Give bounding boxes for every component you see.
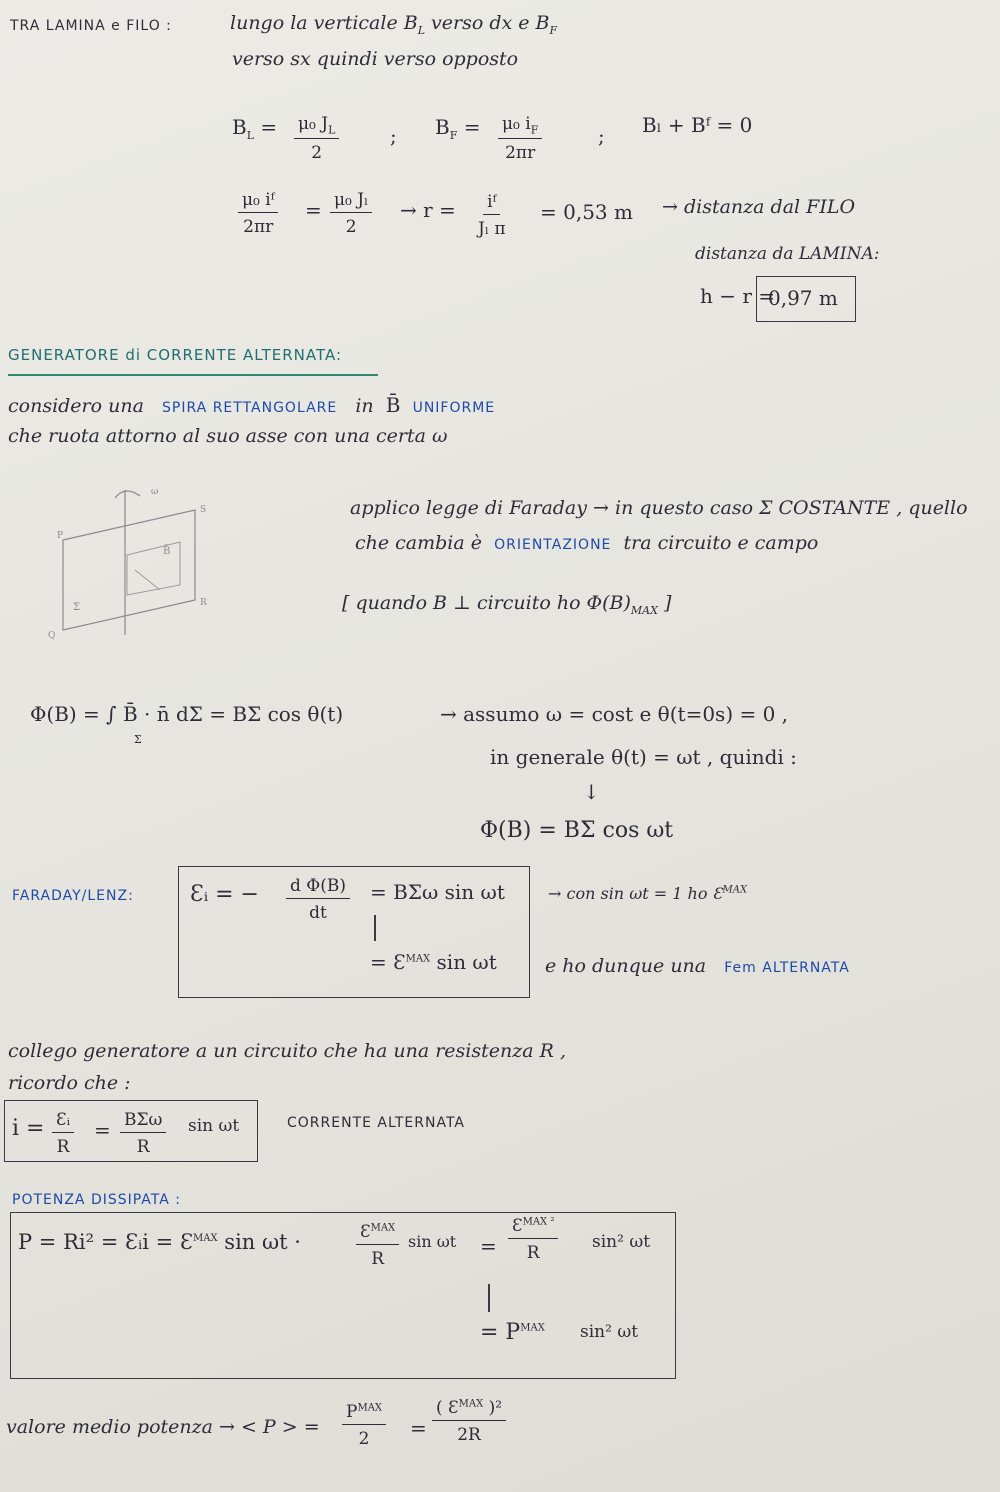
equals: = [94,1118,111,1142]
vertical-connector [488,1284,490,1312]
distance-expression: h − r = [700,284,776,308]
power-lhs: P = Ri² = Ɛᵢi = $Ɛ^{MAX}$ sin ωt · [18,1230,301,1254]
generatore-line2: che ruota attorno al suo asse con una certa ω [8,425,448,447]
vertical-connector [374,915,376,941]
lenz-eq1: = BΣω sin ωt [370,880,505,904]
normal-vector [135,570,160,590]
bf-lhs: $B_F$ = [435,115,481,142]
mean-power-fraction1: $P^{MAX}$ 2 [342,1402,386,1449]
current-fraction1: $\frac{\text{Ɛᵢ}}{R}$ [52,1110,74,1157]
bl-fraction: $\frac{\mu_0 J_L}{2}$ [294,114,339,163]
power-result1-sin: sin² ωt [592,1232,651,1252]
power-fraction1: $Ɛ^{MAX}$ R [356,1222,399,1269]
general-theta: in generale θ(t) = ωt , quindi : [490,745,797,769]
flux-derivative: $\frac{\text{d Φ(B)}}{dt}$ [286,876,350,923]
eq2-left-fraction: $\frac{\text{μ₀ iᶠ}}{2\pi r}$ [238,190,278,237]
faraday-line1: applico legge di Faraday → in questo caso Σ COSTANTE , quello [350,497,968,519]
lamina-line1: lungo la verticale $B_L$ verso dx e $B_F$ [230,12,558,37]
field-label: B̄ [163,546,171,557]
r-fraction: $\frac{\text{iᶠ}}{\text{Jₗ π}}$ [478,192,506,239]
current-label: CORRENTE ALTERNATA [287,1115,465,1131]
lamina-line2: verso sx quindi verso opposto [232,48,519,70]
assumption: → assumo ω = cost e θ(t=0s) = 0 , [440,702,789,726]
ei-lhs: Ɛᵢ = − [190,882,259,907]
equals: = [410,1416,427,1440]
corrente-intro1: collego generatore a un circuito che ha una resistenza R , [8,1040,566,1062]
current-sin: sin ωt [188,1116,240,1136]
integral-subscript: Σ [134,733,142,746]
r-value: = 0,53 m [540,200,633,224]
corner-q-label: Q [48,631,56,640]
mean-power-label: valore medio potenza → < P > = [6,1416,320,1438]
lenz-note1: → con sin ωt = 1 ho $Ɛ^{MAX}$ [548,884,748,903]
current-lhs: i = [12,1116,45,1141]
section-title-lamina: TRA LAMINA e FILO : [10,18,172,34]
bl-lhs: $B_L$ = [232,115,278,142]
equals: = [480,1234,497,1258]
equals: = [305,198,322,222]
corner-r-label: R [200,598,207,608]
generatore-heading: GENERATORE di CORRENTE ALTERNATA: [8,346,343,364]
power-sin1: sin ωt [408,1232,457,1251]
mean-power-fraction2: ( $Ɛ^{MAX}$ )² 2R [432,1398,506,1445]
flux-result: Φ(B) = BΣ cos ωt [480,818,674,843]
corrente-intro2: ricordo che : [8,1072,131,1094]
lenz-eq2: = $Ɛ^{MAX}$ sin ωt [370,950,497,974]
bf-fraction: $\frac{\mu_0 i_F}{2\pi r}$ [498,114,542,163]
rotation-arrow [115,491,140,498]
power-result2-sin: sin² ωt [580,1322,639,1342]
distance-value: 0,97 m [768,286,838,310]
corner-s-label: S [200,505,207,515]
loop-outline [63,510,195,630]
distance-label: distanza da LAMINA: [695,244,880,264]
eq2-right-fraction: $\frac{\text{μ₀ Jₗ}}{2}$ [330,190,372,237]
lenz-note2: e ho dunque una Fem ALTERNATA [545,955,850,977]
corner-p-label: P [57,531,64,541]
omega-label: ω [151,487,159,497]
r-description: → distanza dal FILO [662,196,856,218]
rotating-loop-sketch [45,480,215,640]
heading-underline [8,374,378,376]
sigma-label: Σ [73,602,81,613]
power-result2: = $P^{MAX}$ [480,1320,545,1345]
faraday-line3: [ quando B ⊥ circuito ho $\Phi(B)_{MAX}$ ] [342,592,672,617]
faraday-line2: che cambia è ORIENTAZIONE tra circuito e campo [355,532,819,554]
separator: ; [598,124,605,148]
current-fraction2: BΣω R [120,1110,166,1157]
separator: ; [390,124,397,148]
inner-plane [127,542,180,595]
faraday-lenz-label: FARADAY/LENZ: [12,888,134,904]
r-label: → r = [400,198,456,222]
power-result1-fraction: $Ɛ^{MAX ^2}$ R [508,1216,558,1263]
flux-definition: Φ(B) = ∫ B̄ · n̄ dΣ = BΣ cos θ(t) [30,702,344,726]
generatore-line1: considero una SPIRA RETTANGOLARE in B̄ UNIFORME [8,393,496,417]
down-arrow: ↓ [583,780,600,804]
potenza-heading: POTENZA DISSIPATA : [12,1192,182,1208]
field-sum: Bₗ + Bᶠ = 0 [642,113,753,137]
